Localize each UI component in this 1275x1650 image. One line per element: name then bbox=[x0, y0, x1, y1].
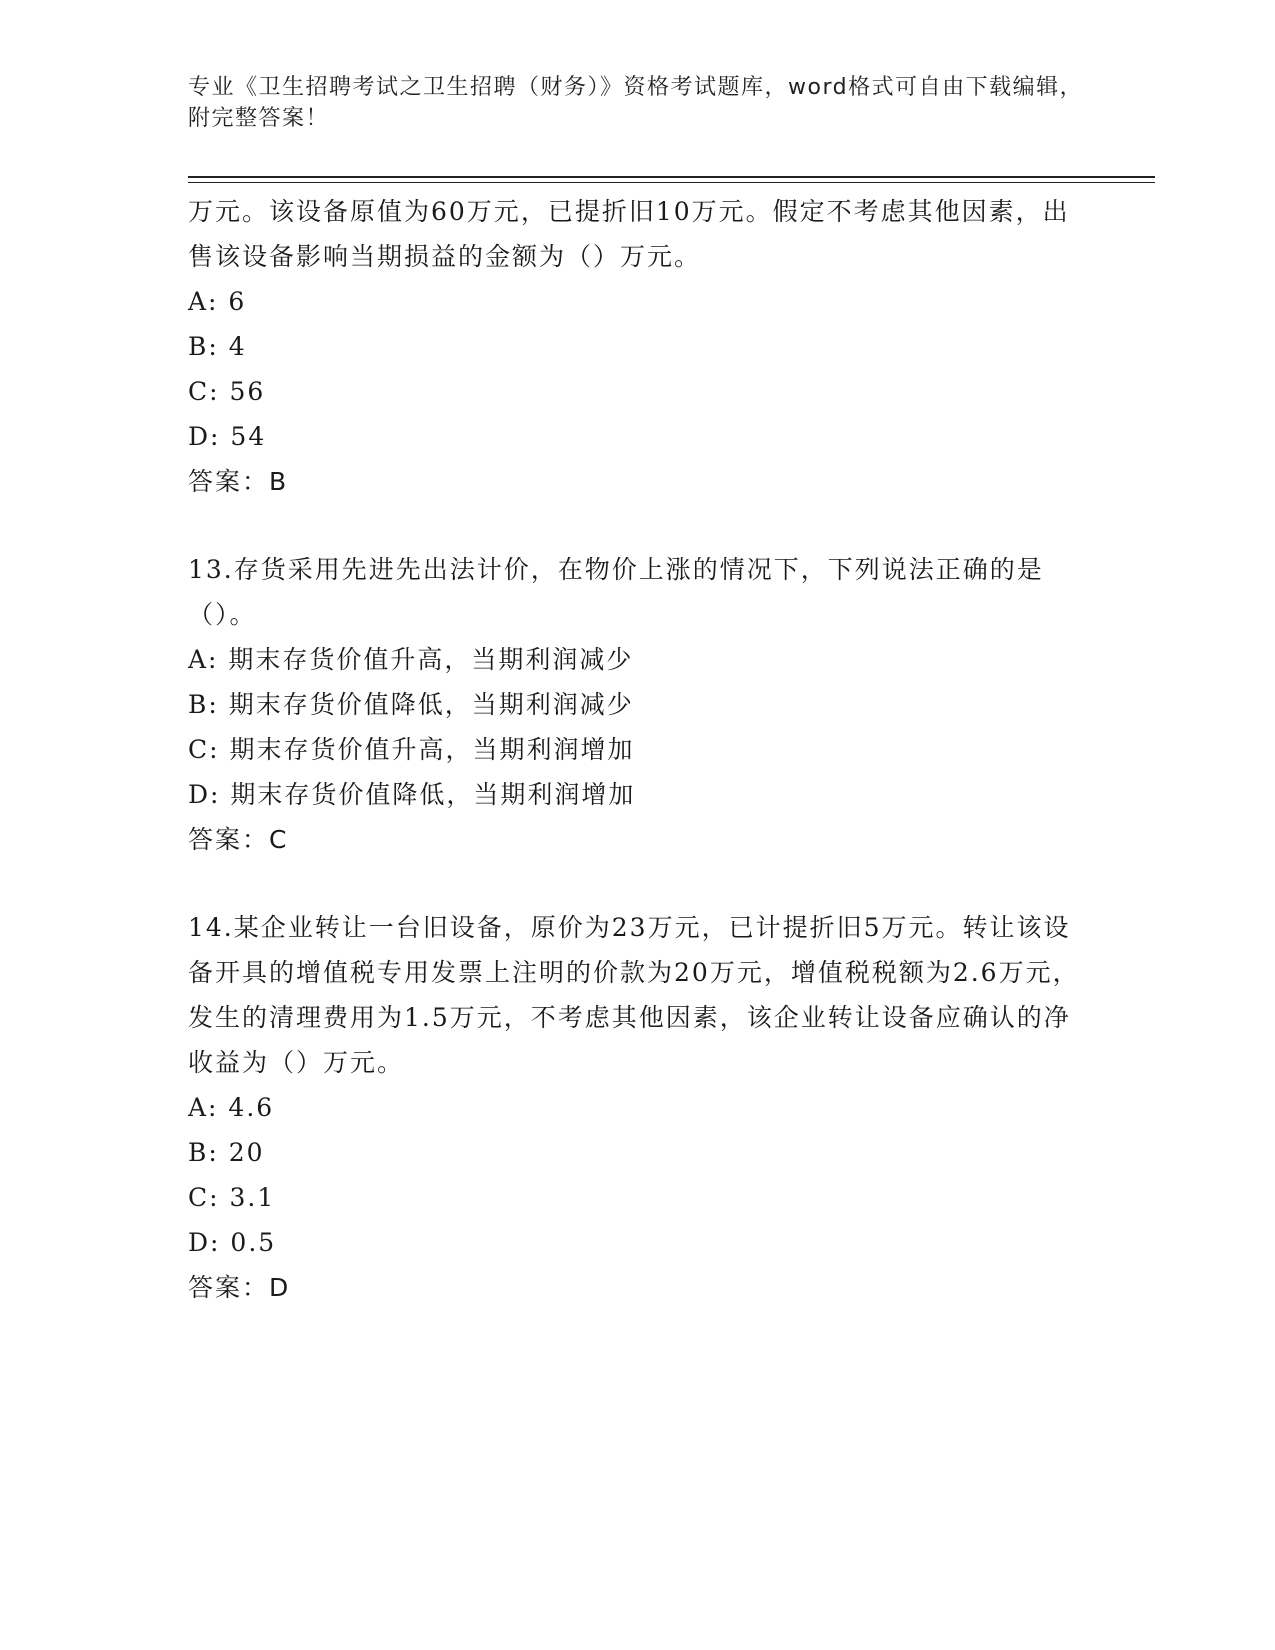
option-c: C: 期末存货价值升高，当期利润增加 bbox=[188, 735, 635, 764]
header-divider-thin bbox=[188, 182, 1155, 183]
question-spacer bbox=[188, 504, 1088, 547]
question-spacer bbox=[188, 862, 1088, 905]
answer-line: 答案：C bbox=[188, 825, 289, 854]
question-list bbox=[188, 189, 1088, 1310]
option-a: A: 期末存货价值升高，当期利润减少 bbox=[188, 645, 634, 674]
option-b: B: 20 bbox=[188, 1138, 265, 1167]
option-a: A: 6 bbox=[188, 287, 247, 316]
question-stem: 万元。该设备原值为60万元，已提折旧10万元。假定不考虑其他因素，出售该设备影响当期损益的金额为（）万元。 bbox=[188, 197, 1070, 271]
option-d: D: 期末存货价值降低，当期利润增加 bbox=[188, 780, 636, 809]
option-d: D: 0.5 bbox=[188, 1228, 277, 1257]
answer-line: 答案：D bbox=[188, 1273, 291, 1302]
option-c: C: 3.1 bbox=[188, 1183, 276, 1212]
question-block bbox=[188, 189, 1088, 504]
option-d: D: 54 bbox=[188, 422, 267, 451]
option-b: B: 期末存货价值降低，当期利润减少 bbox=[188, 690, 634, 719]
option-a: A: 4.6 bbox=[188, 1093, 275, 1122]
question-stem: 14.某企业转让一台旧设备，原价为23万元，已计提折旧5万元。转让该设备开具的增值税专用发票上注明的价款为20万元，增值税税额为2.6万元，发生的清理费用为1.5万元，不考虑其他因素，该企业转让设备应确认的净收益为（）万元。 bbox=[188, 913, 1080, 1077]
question-block bbox=[188, 905, 1088, 1310]
header-divider-thick bbox=[188, 176, 1155, 178]
question-stem: 13.存货采用先进先出法计价，在物价上涨的情况下，下列说法正确的是（）。 bbox=[188, 555, 1044, 629]
option-c: C: 56 bbox=[188, 377, 266, 406]
document-header: 专业《卫生招聘考试之卫生招聘（财务）》资格考试题库，word格式可自由下载编辑，附完整答案！ bbox=[188, 75, 1084, 131]
answer-line: 答案：B bbox=[188, 467, 289, 496]
option-b: B: 4 bbox=[188, 332, 247, 361]
question-block bbox=[188, 547, 1088, 862]
